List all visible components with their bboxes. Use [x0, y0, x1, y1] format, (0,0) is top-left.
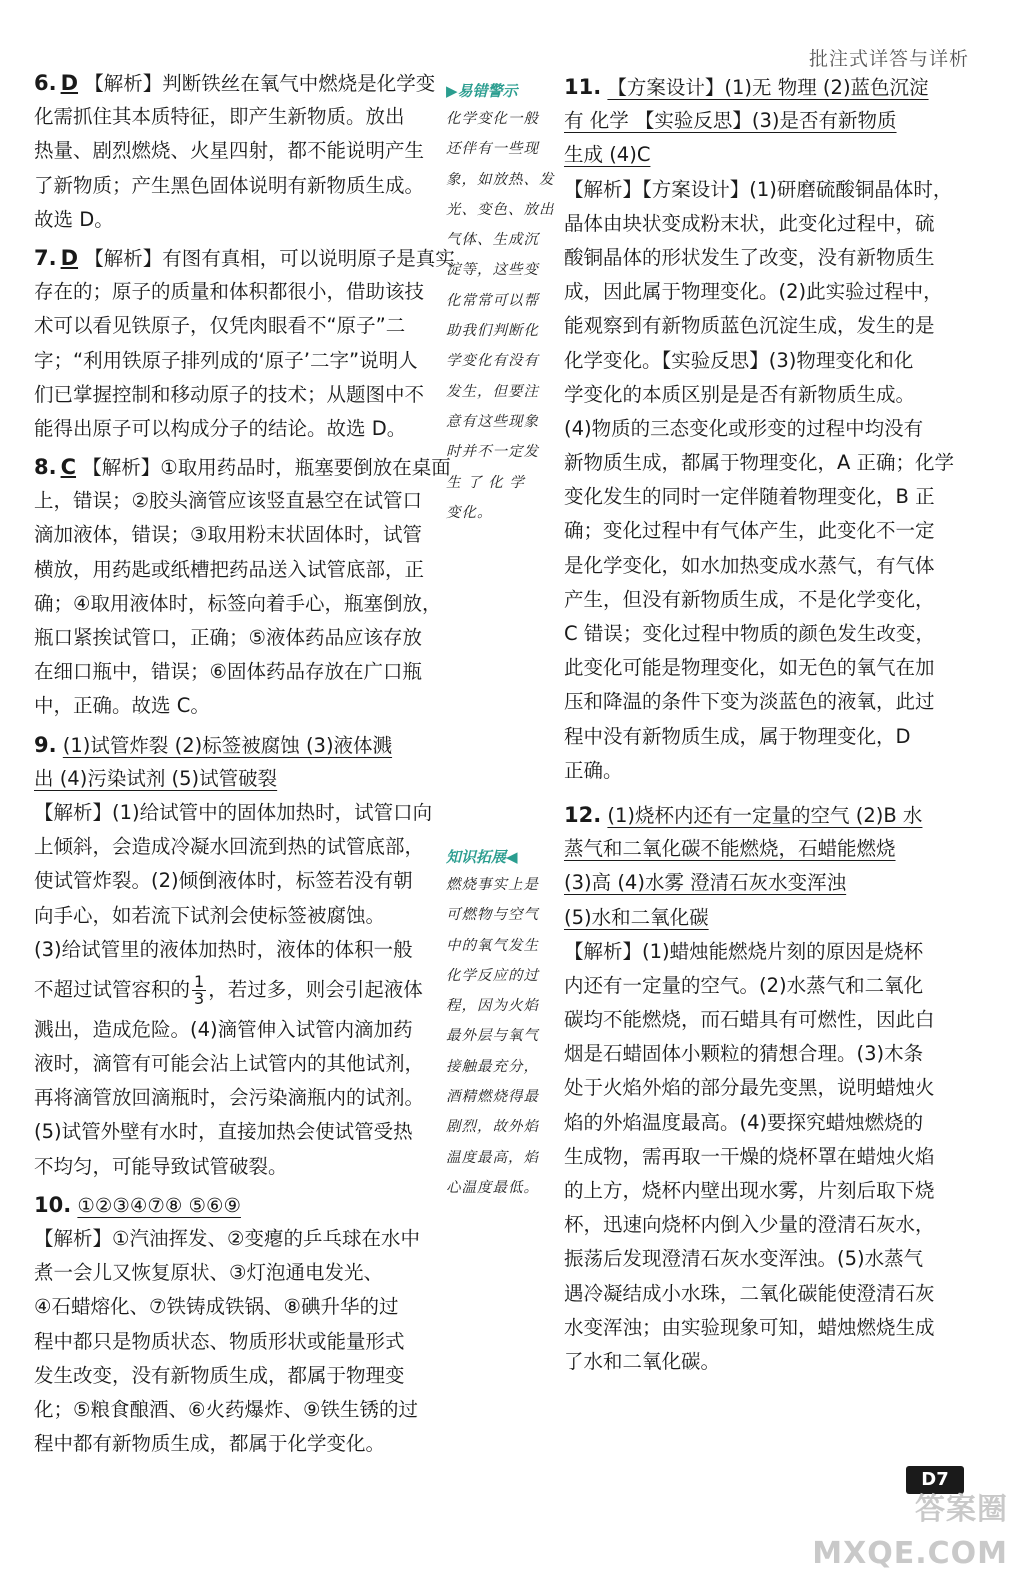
side-note-line: 化学变化一般 [446, 111, 539, 127]
side-note-line: 发生，但要注 [446, 383, 539, 400]
side-note-line: 还伴有一些现 [446, 141, 539, 158]
analysis-line: 们已掌握控制和移动原子的技术；从题图中不 [34, 382, 425, 406]
analysis-line: 程中都有新物质生成，都属于化学变化。 [34, 1432, 386, 1456]
analysis-line: 化；⑤粮食酿酒、⑥火药爆炸、⑨铁生锈的过 [34, 1397, 418, 1421]
analysis-line: 上倾斜，会造成冷凝水回流到热的试管底部， [34, 835, 425, 859]
analysis-line: 处于火焰外焰的部分最先变黑，说明蜡烛火 [564, 1076, 935, 1100]
question-12 [564, 798, 969, 1379]
question-number: 8. [34, 455, 57, 480]
side-note-title-text: 易错警示 [457, 82, 518, 100]
analysis-line: 液时，滴管有可能会沾上试管内的其他试剂， [34, 1052, 425, 1076]
answer-line: 有 化学 【实验反思】(3)是否有新物质 [564, 109, 897, 133]
page-header: 批注式详答与详析 [808, 48, 969, 70]
answer-line: 生成 (4)C [564, 143, 651, 167]
analysis-line: 上，错误；②胶头滴管应该竖直悬空在试管口 [34, 489, 422, 513]
question-10 [34, 1188, 438, 1462]
side-note-line: 接触最充分， [446, 1058, 539, 1075]
answer-line: 出 (4)污染试剂 (5)试管破裂 [34, 766, 278, 790]
analysis-line: 压和降温的条件下变为淡蓝色的液氧，此过 [564, 690, 935, 714]
fraction-numerator: 1 [194, 971, 205, 991]
page-number: D7 [906, 1466, 964, 1494]
analysis-line: 故选 D。 [34, 207, 114, 231]
side-note-line: 淀等，这些变 [446, 262, 539, 279]
question-number: 12. [564, 802, 602, 827]
answer-line: (1)烧杯内还有一定量的空气 (2)B 水 [607, 803, 923, 827]
analysis-line: 新物质生成，都属于物理变化，A 正确；化学 [564, 451, 955, 475]
analysis-line: 产生，但没有新物质生成，不是化学变化， [564, 587, 935, 611]
analysis-line: 学变化的本质区别是是否有新物质生成。 [564, 382, 916, 406]
side-note-line: 意有这些现象 [446, 413, 539, 430]
analysis-line: 术可以看见铁原子，仅凭肉眼看不“原子”二 [34, 314, 406, 338]
analysis-line: 在细口瓶中，错误；⑥固体药品存放在广口瓶 [34, 660, 422, 684]
side-note-line: 燃烧事实上是 [446, 877, 539, 893]
question-number: 11. [564, 75, 602, 99]
question-11 [564, 70, 969, 788]
analysis-line: 【解析】①汽油挥发、②变瘪的乒乓球在水中 [34, 1227, 420, 1250]
side-note-line: 时并不一定发 [446, 444, 539, 461]
analysis-line: 焰的外焰温度最高。(4)要探究蜡烛燃烧的 [564, 1110, 924, 1134]
fraction-denominator: 3 [194, 988, 205, 1008]
question-number: 9. [34, 732, 57, 757]
question-number: 7. [34, 245, 57, 270]
left-column [34, 66, 455, 1465]
analysis-line: 发生改变，没有新物质生成，都属于物理变 [34, 1363, 405, 1387]
analysis-line: 能观察到有新物质蓝色沉淀生成，发生的是 [564, 314, 935, 338]
analysis-line: 滴加液体，错误；③取用粉末状固体时，试管 [34, 523, 422, 547]
side-note-line: 可燃物与空气 [446, 907, 539, 924]
analysis-line: 振荡后发现澄清石灰水变浑浊。(5)水蒸气 [564, 1247, 924, 1271]
analysis-line: 瓶口紧挨试管口，正确；⑤液体药品应该存放 [34, 626, 422, 649]
analysis-line: 不均匀，可能导致试管破裂。 [34, 1154, 288, 1178]
side-note-line: 中的氧气发生 [446, 937, 539, 954]
analysis-line: 内还有一定量的空气。(2)水蒸气和二氧化 [564, 973, 924, 997]
side-note-line: 气体、生成沉 [446, 232, 539, 249]
analysis-line: 酸铜晶体的形状发生了改变，没有新物质生 [564, 245, 935, 269]
analysis-line: 【解析】(1)给试管中的固体加热时，试管口向 [34, 800, 433, 824]
answer: C [60, 455, 77, 480]
analysis-line: 水变浑浊；由实验现象可知，蜡烛燃烧生成 [564, 1315, 935, 1339]
analysis-line: 向手心，如若流下试剂会使标签被腐蚀。 [34, 903, 386, 927]
side-note-title [446, 844, 566, 870]
answer-line: (1)试管炸裂 (2)标签被腐蚀 (3)液体溅 [62, 733, 393, 757]
analysis-line: 中，正确。故选 C。 [34, 694, 210, 718]
answer: D [60, 71, 79, 95]
analysis-line: 热量、剧烈燃烧、火星四射，都不能说明产生 [34, 139, 425, 163]
question-7 [34, 241, 455, 446]
fraction-suffix: ，若过多，则会引起液体 [208, 977, 423, 1001]
fraction-prefix: 不超过试管容积的 [34, 977, 191, 1001]
analysis-line: 横放，用药匙或纸槽把药品送入试管底部，正 [34, 557, 425, 581]
question-6 [34, 66, 438, 237]
analysis-line: 正确。 [564, 758, 623, 782]
right-column [564, 70, 969, 1383]
analysis-line: 溅出，造成危险。(4)滴管伸入试管内滴加药 [34, 1017, 413, 1041]
side-note-line: 学变化有没有 [446, 353, 539, 370]
analysis-line: 碳均不能燃烧，而石蜡具有可燃性，因此白 [564, 1008, 935, 1032]
analysis-line: 确；变化过程中有气体产生，此变化不一定 [564, 519, 935, 543]
fraction-line [34, 967, 438, 1013]
answer-line: (3)高 (4)水雾 澄清石灰水变浑浊 [564, 871, 847, 895]
analysis-line: (4)物质的三态变化或形变的过程中均没有 [564, 416, 924, 440]
triangle-icon: ◀ [506, 848, 518, 866]
analysis-line: 化学变化。【实验反思】(3)物理变化和化 [564, 348, 914, 372]
side-notes [446, 78, 558, 1196]
analysis-line: 【解析】判断铁丝在氧气中燃烧是化学变 [84, 72, 436, 95]
side-note-line: 最外层与氧气 [446, 1028, 539, 1045]
analysis-line: 了新物质；产生黑色固体说明有新物质生成。 [34, 173, 425, 197]
side-note-line: 酒精燃烧得最 [446, 1089, 539, 1106]
analysis-line: 使试管炸裂。(2)倾倒液体时，标签若没有朝 [34, 869, 413, 893]
analysis-line: 【解析】有图有真相，可以说明原子是真实 [84, 246, 455, 270]
question-8 [34, 450, 451, 724]
analysis-line: 煮一会儿又恢复原状、③灯泡通电发光、 [34, 1261, 383, 1285]
watermark: 答案圈 MXQE.COM [812, 1492, 1008, 1571]
analysis-line: ④石蜡熔化、⑦铁铸成铁锅、⑧碘升华的过 [34, 1295, 399, 1319]
answer-line: 【方案设计】(1)无 物理 (2)蓝色沉淀 [607, 76, 929, 99]
side-note-title-text: 知识拓展 [446, 848, 507, 866]
analysis-line: 晶体由块状变成粉末状，此变化过程中，硫 [564, 211, 935, 235]
analysis-line: 遇冷凝结成小水珠，二氧化碳能使澄清石灰 [564, 1281, 935, 1305]
analysis-line: 再将滴管放回滴瓶时，会污染滴瓶内的试剂。 [34, 1086, 425, 1110]
analysis-line: 了水和二氧化碳。 [564, 1349, 721, 1373]
side-note-line: 程，因为火焰 [446, 998, 539, 1015]
question-number: 10. [34, 1192, 72, 1217]
analysis-line: 【解析】①取用药品时，瓶塞要倒放在桌面 [82, 456, 451, 480]
answer: ①②③④⑦⑧ ⑤⑥⑨ [77, 1193, 241, 1217]
analysis-line: 杯，迅速向烧杯内倒入少量的澄清石灰水， [564, 1213, 935, 1237]
side-note-line: 光、变色、放出 [446, 201, 555, 218]
answer-line: 蒸气和二氧化碳不能燃烧，石蜡能燃烧 [564, 837, 896, 861]
answer-line: (5)水和二氧化碳 [564, 905, 709, 929]
side-note-line: 温度最高，焰 [446, 1149, 539, 1166]
analysis-line: 程中都只是物质状态、物质形状或能量形式 [34, 1329, 405, 1353]
side-note-knowledge-extension [446, 844, 566, 1203]
analysis-line: (3)给试管里的液体加热时，液体的体积一般 [34, 937, 413, 961]
analysis-line: 成，因此属于物理变化。(2)此实验过程中， [564, 280, 943, 304]
analysis-line: 【解析】【方案设计】(1)研磨硫酸铜晶体时， [564, 177, 953, 201]
analysis-line: 字；“利用铁原子排列成的‘原子’二字”说明人 [34, 348, 418, 372]
triangle-icon: ▶ [446, 82, 458, 100]
analysis-line: 烟是石蜡固体小颗粒的猜想合理。(3)木条 [564, 1042, 924, 1066]
fraction [192, 971, 206, 1008]
side-note-line: 变化。 [446, 504, 493, 521]
question-number: 6. [34, 71, 57, 95]
analysis-line: 化需抓住其本质特征，即产生新物质。放出 [34, 105, 405, 129]
side-note-line: 象，如放热、发 [446, 171, 555, 188]
analysis-line: 是化学变化，如水加热变成水蒸气，有气体 [564, 553, 935, 577]
side-note-line: 化常常可以帮 [446, 292, 539, 309]
side-note-line: 心温度最低。 [446, 1179, 539, 1196]
side-note-title [446, 78, 558, 104]
analysis-line: 的上方，烧杯内壁出现水雾，片刻后取下烧 [564, 1179, 935, 1202]
side-note-line: 生 了 化 学 [446, 474, 525, 491]
analysis-line: 此变化可能是物理变化，如无色的氧气在加 [564, 656, 935, 680]
analysis-line: 【解析】(1)蜡烛能燃烧片刻的原因是烧杯 [564, 939, 924, 963]
analysis-line: 变化发生的同时一定伴随着物理变化，B 正 [564, 485, 935, 509]
analysis-line: 存在的；原子的质量和体积都很小，借助该技 [34, 280, 425, 304]
answer: D [60, 245, 79, 270]
analysis-line: C 错误；变化过程中物质的颜色发生改变， [564, 622, 935, 645]
side-note-error-warning [446, 78, 558, 528]
analysis-line: 确；④取用液体时，标签向着手心，瓶塞倒放， [34, 591, 442, 615]
side-note-line: 剧烈，故外焰 [446, 1119, 539, 1136]
analysis-line: (5)试管外壁有水时，直接加热会使试管受热 [34, 1120, 413, 1144]
side-note-line: 助我们判断化 [446, 323, 539, 340]
analysis-line: 能得出原子可以构成分子的结论。故选 D。 [34, 416, 407, 440]
analysis-line: 程中没有新物质生成，属于物理变化，D [564, 724, 911, 748]
question-9 [34, 728, 438, 1184]
side-note-line: 化学反应的过 [446, 967, 539, 984]
analysis-line: 生成物，需再取一干燥的烧杯罩在蜡烛火焰 [564, 1144, 935, 1168]
